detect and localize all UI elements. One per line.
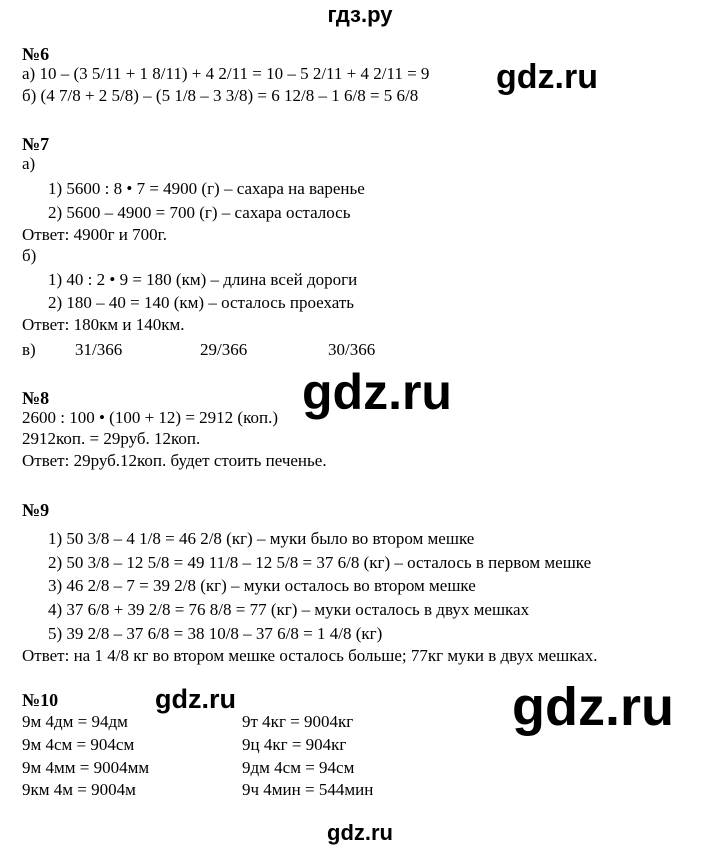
task-10-left-2: 9м 4см = 904см xyxy=(22,735,135,754)
task-6-a: а) 10 – (3 5/11 + 1 8/11) + 4 2/11 = 10 – 5 2/11 + 4 2/11 = 9 xyxy=(22,64,430,83)
site-header: гдз.ру xyxy=(327,2,393,27)
task-10-left-3: 9м 4мм = 9004мм xyxy=(22,758,150,777)
task-9-step-3: 3) 46 2/8 – 7 = 39 2/8 (кг) – муки осталось во втором мешке xyxy=(48,576,476,595)
task-10-right-4: 9ч 4мин = 544мин xyxy=(242,780,374,799)
task-9-step-1: 1) 50 3/8 – 4 1/8 = 46 2/8 (кг) – муки было во втором мешке xyxy=(48,529,475,548)
task-9-step-4: 4) 37 6/8 + 39 2/8 = 76 8/8 = 77 (кг) – муки осталось в двух мешках xyxy=(48,600,530,619)
task-9-step-2: 2) 50 3/8 – 12 5/8 = 49 11/8 – 12 5/8 = 37 6/8 (кг) – осталось в первом мешке xyxy=(48,553,592,572)
watermark-large: gdz.ru xyxy=(512,677,674,737)
task-10-right-3: 9дм 4см = 94см xyxy=(242,758,355,777)
task-7-v-value-1: 31/366 xyxy=(75,340,123,359)
watermark-center: gdz.ru xyxy=(302,364,452,420)
task-10-left-4: 9км 4м = 9004м xyxy=(22,780,136,799)
task-7-v-value-2: 29/366 xyxy=(200,340,248,359)
task-8-line-2: 2912коп. = 29руб. 12коп. xyxy=(22,429,201,448)
task-9-step-5: 5) 39 2/8 – 37 6/8 = 38 10/8 – 37 6/8 = 1 4/8 (кг) xyxy=(48,624,383,643)
task-6-number: №6 xyxy=(22,44,50,64)
task-8-line-1: 2600 : 100 • (100 + 12) = 2912 (коп.) xyxy=(22,408,278,427)
task-7-b-label: б) xyxy=(22,246,37,265)
task-10-left-1: 9м 4дм = 94дм xyxy=(22,712,128,731)
task-9-number: №9 xyxy=(22,500,50,520)
task-8-answer: Ответ: 29руб.12коп. будет стоить печенье. xyxy=(22,451,327,470)
task-7-a-step-1: 1) 5600 : 8 • 7 = 4900 (г) – сахара на варенье xyxy=(48,179,365,198)
task-7-number: №7 xyxy=(22,134,50,154)
task-7-a-step-2: 2) 5600 – 4900 = 700 (г) – сахара осталось xyxy=(48,203,351,222)
watermark-top-right: gdz.ru xyxy=(496,58,598,96)
task-10-right-1: 9т 4кг = 9004кг xyxy=(242,712,354,731)
task-7-a-answer: Ответ: 4900г и 700г. xyxy=(22,225,167,244)
task-10-right-2: 9ц 4кг = 904кг xyxy=(242,735,347,754)
task-9-answer: Ответ: на 1 4/8 кг во втором мешке осталось больше; 77кг муки в двух мешках. xyxy=(22,646,598,665)
watermark-small: gdz.ru xyxy=(155,684,236,714)
task-7-b-answer: Ответ: 180км и 140км. xyxy=(22,315,185,334)
task-10-number: №10 xyxy=(22,690,59,710)
task-7-b-step-2: 2) 180 – 40 = 140 (км) – осталось проехать xyxy=(48,293,355,312)
task-7-b-step-1: 1) 40 : 2 • 9 = 180 (км) – длина всей дороги xyxy=(48,270,358,289)
site-footer: gdz.ru xyxy=(327,820,393,845)
task-7-a-label: а) xyxy=(22,154,36,173)
task-6-b: б) (4 7/8 + 2 5/8) – (5 1/8 – 3 3/8) = 6 12/8 – 1 6/8 = 5 6/8 xyxy=(22,86,419,105)
task-7-v-value-3: 30/366 xyxy=(328,340,376,359)
task-7-v-label: в) xyxy=(22,340,36,359)
task-8-number: №8 xyxy=(22,388,50,408)
